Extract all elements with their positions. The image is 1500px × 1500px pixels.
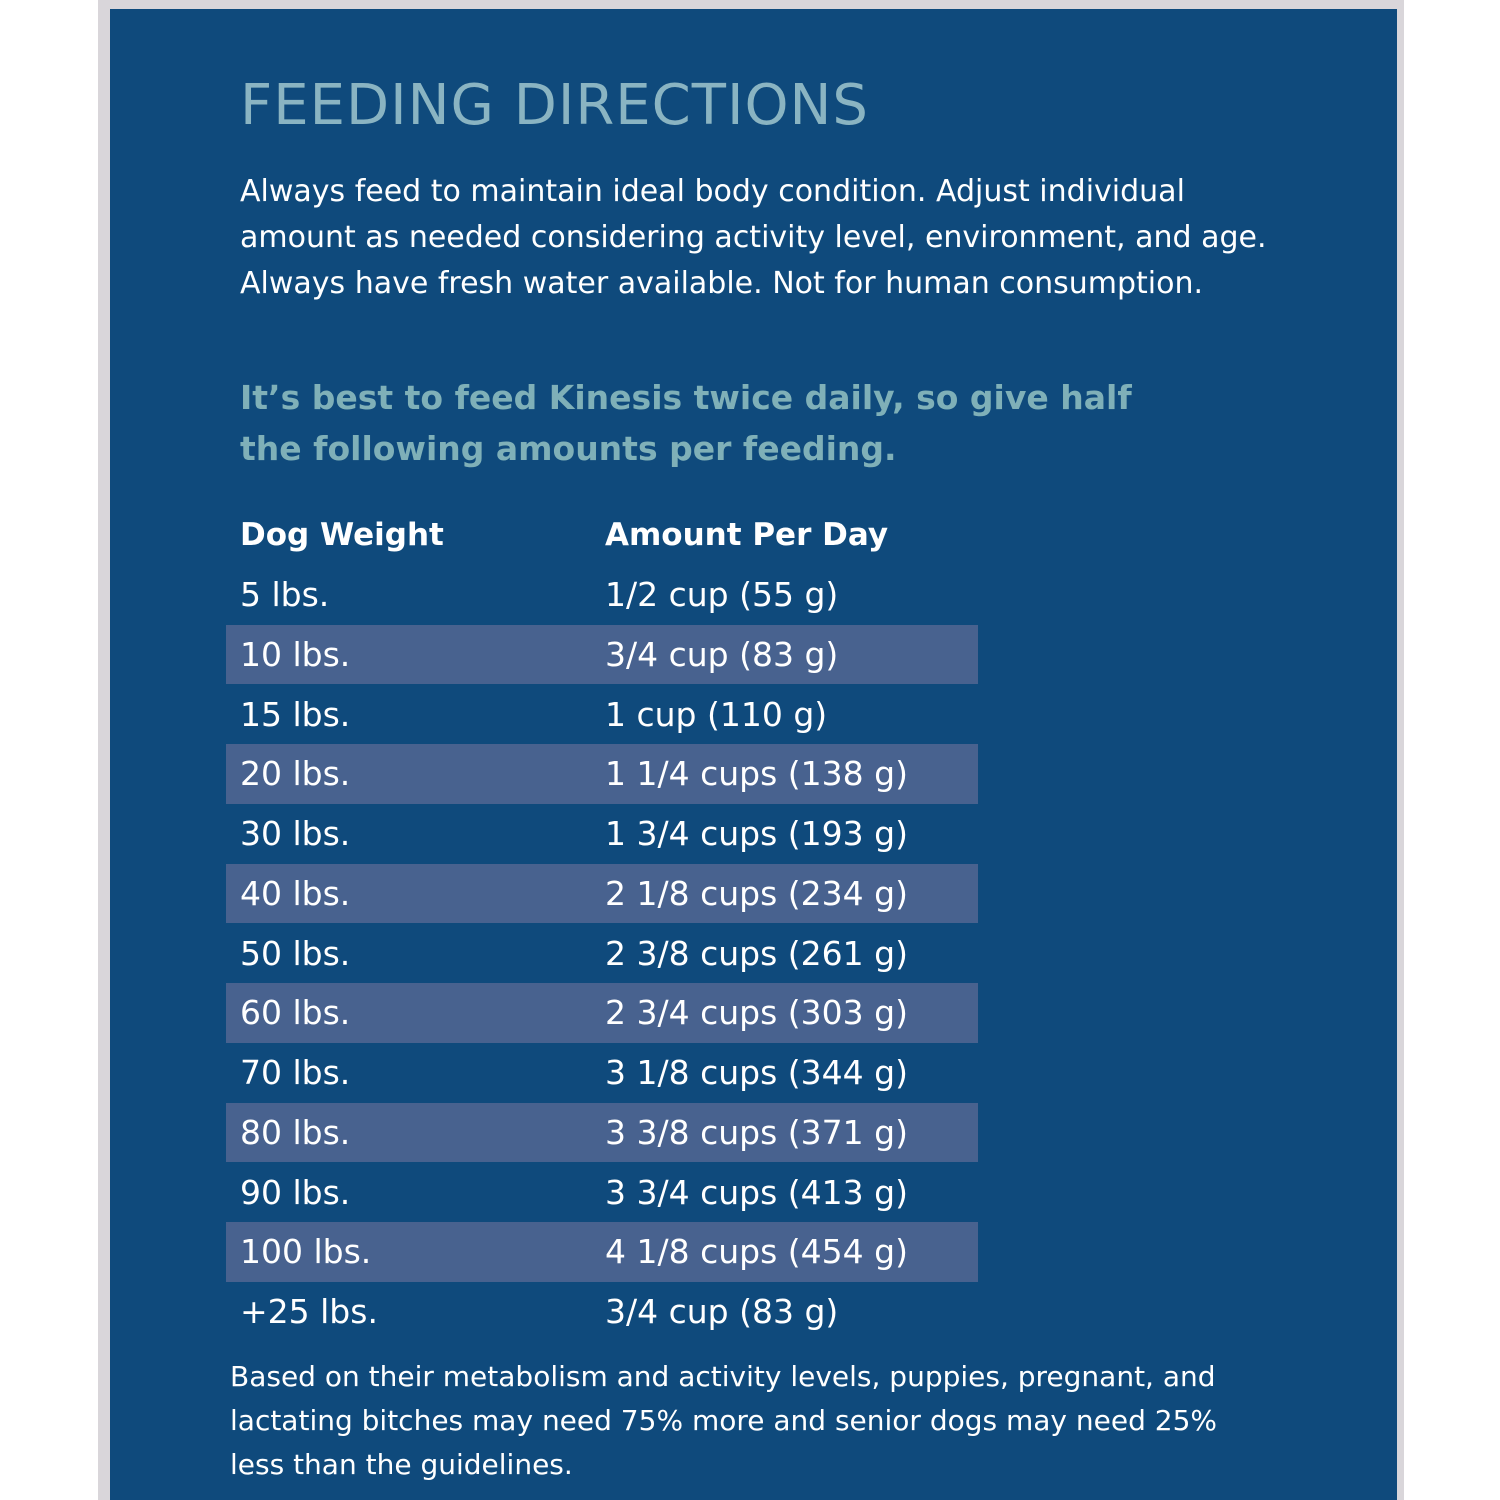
amount-cell: 4 1/8 cups (454 g) <box>605 1232 908 1272</box>
dog-weight-cell: 100 lbs. <box>240 1232 372 1272</box>
table-row <box>226 1103 978 1163</box>
amount-cell: 3/4 cup (83 g) <box>605 634 839 674</box>
table-row <box>226 1282 978 1342</box>
header-amount-per-day: Amount Per Day <box>605 516 889 553</box>
header-dog-weight: Dog Weight <box>240 516 444 553</box>
table-row <box>226 565 978 625</box>
amount-cell: 1/2 cup (55 g) <box>605 575 839 615</box>
dog-weight-cell: 30 lbs. <box>240 814 351 854</box>
dog-weight-cell: 60 lbs. <box>240 993 351 1033</box>
amount-cell: 1 3/4 cups (193 g) <box>605 814 908 854</box>
dog-weight-cell: 70 lbs. <box>240 1053 351 1093</box>
page-title: FEEDING DIRECTIONS <box>240 73 869 138</box>
life-stage-footnote: Based on their metabolism and activity levels, puppies, pregnant, and lactating bitches may need 75% more and senior dogs may need 25% less than the guidelines. <box>230 1360 1218 1481</box>
intro-paragraph: Always feed to maintain ideal body condition. Adjust individual amount as needed considering activity level, environment, and age. Always have fresh water available. Not for human consumption. <box>240 174 1267 301</box>
table-row <box>226 684 978 744</box>
table-row <box>226 625 978 685</box>
table-row <box>226 744 978 804</box>
feeding-frequency-note: It’s best to feed Kinesis twice daily, so give half the following amounts per feeding. <box>240 378 1132 468</box>
table-row <box>226 1162 978 1222</box>
table-row <box>226 804 978 864</box>
feeding-directions-panel <box>110 9 1397 1500</box>
table-row <box>226 1222 978 1282</box>
amount-cell: 2 1/8 cups (234 g) <box>605 873 908 913</box>
dog-weight-cell: 10 lbs. <box>240 634 351 674</box>
dog-weight-cell: 5 lbs. <box>240 575 330 615</box>
dog-weight-cell: 20 lbs. <box>240 754 351 794</box>
dog-weight-cell: 90 lbs. <box>240 1172 351 1212</box>
dog-weight-cell: 80 lbs. <box>240 1112 351 1152</box>
amount-cell: 3/4 cup (83 g) <box>605 1292 839 1332</box>
dog-weight-cell: 40 lbs. <box>240 873 351 913</box>
table-row <box>226 923 978 983</box>
amount-cell: 1 1/4 cups (138 g) <box>605 754 908 794</box>
amount-cell: 3 1/8 cups (344 g) <box>605 1053 908 1093</box>
dog-weight-cell: 50 lbs. <box>240 933 351 973</box>
dog-weight-cell: +25 lbs. <box>240 1292 378 1332</box>
table-row <box>226 864 978 924</box>
table-row <box>226 983 978 1043</box>
dog-weight-cell: 15 lbs. <box>240 694 351 734</box>
feeding-table <box>226 505 978 1342</box>
amount-cell: 3 3/8 cups (371 g) <box>605 1112 908 1152</box>
table-row <box>226 1043 978 1103</box>
table-header-row <box>226 505 978 565</box>
amount-cell: 1 cup (110 g) <box>605 694 828 734</box>
amount-cell: 3 3/4 cups (413 g) <box>605 1172 908 1212</box>
amount-cell: 2 3/8 cups (261 g) <box>605 933 908 973</box>
amount-cell: 2 3/4 cups (303 g) <box>605 993 908 1033</box>
